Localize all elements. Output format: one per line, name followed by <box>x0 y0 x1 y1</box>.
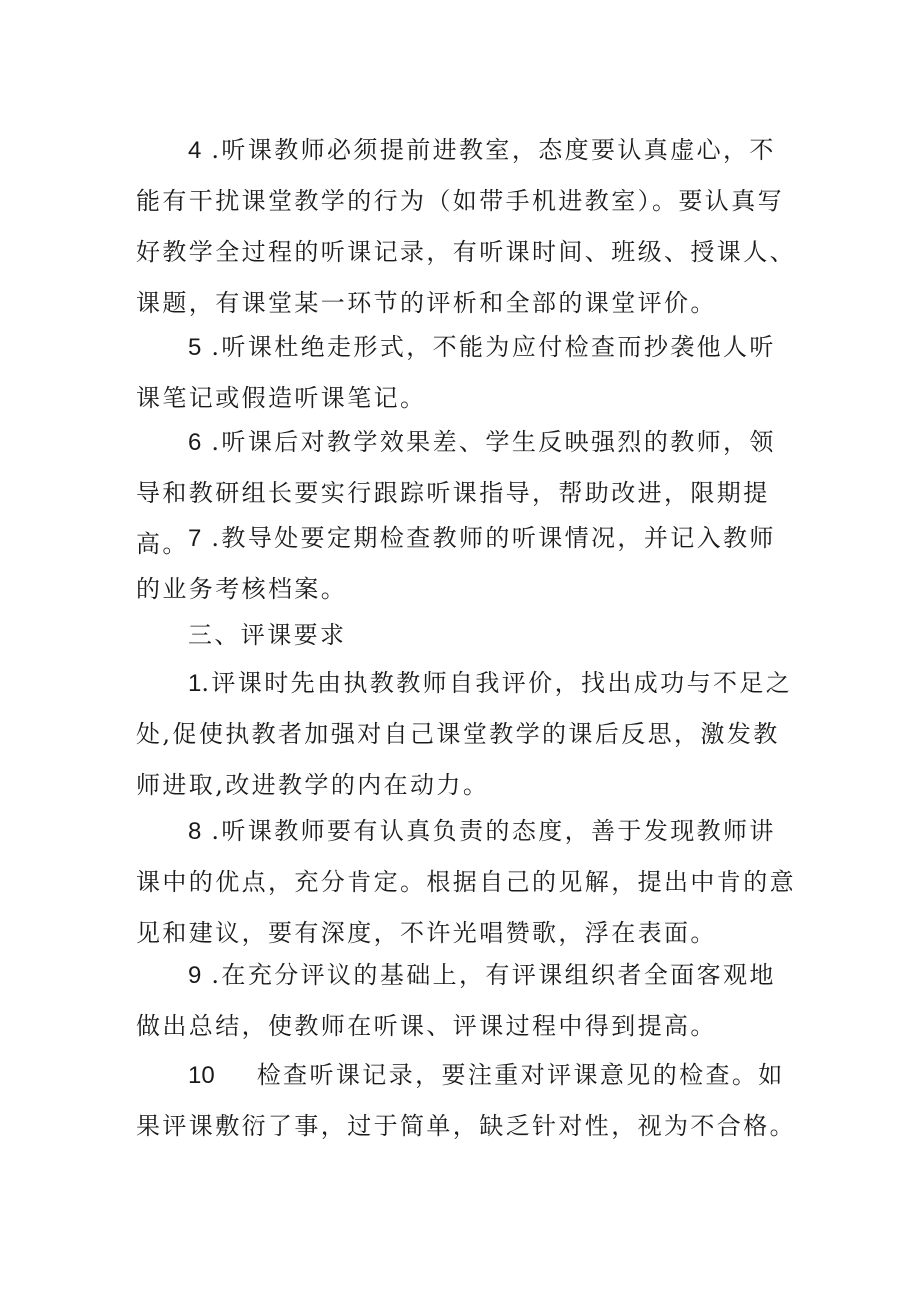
paragraph-text: .在充分评议的基础上，有评课组织者全面客观地做出总结，使教师在听课、评课过程中得到提高。 <box>136 961 776 1040</box>
paragraph-number: 1 <box>188 670 202 697</box>
paragraph-text: .听课杜绝走形式，不能为应付检查而抄袭他人听课笔记或假造听课笔记。 <box>136 333 776 412</box>
paragraph-text: .听课教师必须提前进教室，态度要认真虚心，不能有干扰课堂教学的行为（如带手机进教室）。要认真写好教学全过程的听课记录，有听课时间、班级、授课人、课题，有课堂某一环节的评析和全部的课堂评价。 <box>136 136 796 317</box>
paragraph-1 <box>136 658 796 811</box>
paragraph-number: 5 <box>188 334 202 361</box>
paragraph-10 <box>136 1050 796 1152</box>
paragraph-8 <box>136 806 796 959</box>
paragraph-4 <box>136 125 796 329</box>
paragraph-text: .教导处要定期检查教师的听课情况，并记入教师的业务考核档案。 <box>136 524 776 603</box>
paragraph-text: .听课后对教学效果差、学生反映强烈的教师，领导和教研组长要实行跟踪听课指导，帮助改进，限期提高。 <box>136 428 776 558</box>
paragraph-number: 9 <box>188 962 202 989</box>
paragraph-5 <box>136 322 796 424</box>
paragraph-7 <box>136 513 796 615</box>
paragraph-number: 6 <box>188 429 202 456</box>
paragraph-text: .听课教师要有认真负责的态度，善于发现教师讲课中的优点，充分肯定。根据自己的见解，提出中肯的意见和建议，要有深度，不许光唱赞歌，浮在表面。 <box>136 817 796 947</box>
paragraph-number: 8 <box>188 818 202 845</box>
paragraph-text: 检查听课记录，要注重对评课意见的检查。如果评课敷衍了事，过于简单，缺乏针对性，视为不合格。 <box>136 1061 796 1140</box>
paragraph-number: 7 <box>188 525 202 552</box>
paragraph-number: 10 <box>188 1062 215 1089</box>
paragraph-number: 4 <box>188 137 202 164</box>
section-heading: 三、评课要求 <box>188 621 347 649</box>
paragraph-9 <box>136 950 796 1052</box>
paragraph-text: .评课时先由执教教师自我评价，找出成功与不足之处,促使执教者加强对自己课堂教学的课后反思，激发教师进取,改进教学的内在动力。 <box>136 669 793 799</box>
